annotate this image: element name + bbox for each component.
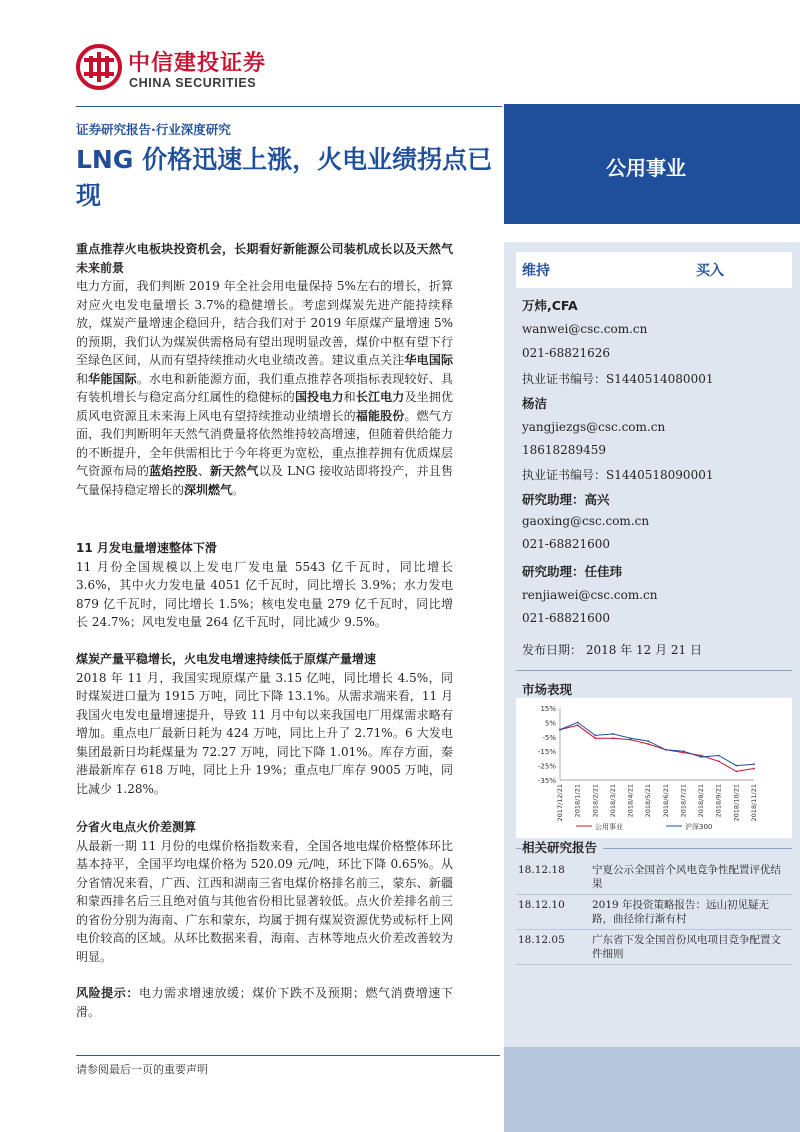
report-title: LNG 价格迅速上涨，火电业绩拐点已现: [76, 145, 493, 210]
section-heading: 分省火电点火价差测算: [76, 820, 197, 834]
data-point: [612, 733, 614, 735]
x-tick-label: 2018/8/21: [697, 784, 706, 818]
x-tick-label: 2018/4/21: [626, 784, 635, 818]
related-row[interactable]: [516, 860, 792, 895]
assistant-phone: 021-68821600: [522, 611, 611, 625]
stock-highlight: 蓝焰控股: [149, 464, 198, 478]
data-point: [577, 724, 579, 726]
assistant-email[interactable]: gaoxing@csc.com.cn: [522, 514, 650, 528]
report-type: 证券研究报告·行业深度研究: [76, 122, 231, 137]
data-point: [630, 737, 632, 739]
data-point: [700, 756, 702, 758]
related-research-label: 相关研究报告: [522, 838, 603, 856]
assistant-name: 研究助理：任佳玮: [522, 564, 623, 579]
x-tick-label: 2018/11/21: [750, 784, 758, 822]
section-text: 11 月份全国规模以上发电厂发电量 5543 亿千瓦时，同比增长 3.6%，其中火力发电量 4051 亿千瓦时，同比增长 3.9%；水力发电 879 亿千瓦时，同比增长 1.5%；核电发电量 279 亿千瓦时，同比增长 24.7%；风电发电量 264 亿千瓦时，同比减少 9.5%。: [76, 559, 453, 629]
related-title[interactable]: 广东省下发全国首份风电项目竞争配置文件细则: [592, 934, 781, 960]
risk-text: 电力需求增速放缓；煤价下跌不及预期；燃气消费增速下滑。: [76, 986, 453, 1019]
series-line: [560, 725, 754, 771]
summary-section: [76, 240, 453, 499]
analyst-name: 万炜,CFA: [522, 298, 578, 313]
analyst-email[interactable]: wanwei@csc.com.cn: [522, 322, 648, 336]
section-text: 2018 年 11 月，我国实现原煤产量 3.15 亿吨，同比增长 4.5%，同时煤炭进口量为 1915 万吨，同比下降 13.1%。从需求端来看，11 月我国火电发电量增速提升，导致 11 月中旬以来我国电厂用煤需求略有增加。重点电厂最新日耗为 424 万吨，同比上升了 2.71%。6 大发电集团最新日均耗煤量为 72.27 万吨，同比下降 1.01%。库存方面，秦港最新库存 618 万吨，同比上升 19%；重点电厂库存 9005 万吨，同比减少 1.28%。: [76, 670, 453, 796]
risk-label: 风险提示：: [76, 986, 139, 1000]
x-tick-label: 2018/10/21: [732, 784, 741, 822]
analyst-email[interactable]: yangjiezgs@csc.com.cn: [522, 420, 666, 434]
sidebar-divider: [516, 670, 792, 671]
rating-box: [516, 252, 792, 288]
x-tick-label: 2018/5/21: [644, 784, 653, 818]
data-point: [594, 737, 596, 739]
brand-name-en: CHINA SECURITIES: [129, 76, 257, 90]
rating-label: 维持: [522, 263, 550, 279]
spread-section: [76, 818, 453, 966]
related-row[interactable]: [516, 930, 792, 965]
y-tick-label: 5%: [544, 719, 556, 728]
data-point: [665, 749, 667, 751]
y-tick-label: -25%: [537, 762, 556, 771]
related-date: 18.12.18: [518, 864, 565, 876]
data-point: [647, 740, 649, 742]
x-tick-label: 2018/2/21: [591, 784, 600, 818]
rating-value: 买入: [696, 263, 724, 279]
section-heading: 煤炭产量平稳增长，火电发电增速持续低于原煤产量增速: [76, 652, 377, 666]
sidebar-footer-band: [504, 1047, 800, 1132]
y-tick-label: -5%: [542, 733, 556, 742]
data-point: [577, 722, 579, 724]
analyst-cert: 执业证书编号：S1440514080001: [522, 372, 714, 386]
assistant-phone: 021-68821600: [522, 537, 611, 551]
data-point: [612, 737, 614, 739]
series-line: [560, 722, 754, 765]
legend-label: 沪深300: [685, 823, 713, 831]
stock-highlight: 深圳燃气: [184, 482, 233, 497]
data-point: [735, 770, 737, 772]
analyst-name: 杨洁: [522, 396, 548, 411]
risk-section: [76, 984, 453, 1021]
assistant-email[interactable]: renjiawei@csc.com.cn: [522, 588, 658, 602]
x-tick-label: 2017/12/21: [556, 784, 564, 822]
stock-highlight: 长江电力: [355, 390, 405, 404]
x-tick-label: 2018/3/21: [608, 784, 617, 818]
related-title[interactable]: 2019 年投资策略报告：远山初见疑无路，曲径徐行渐有村: [592, 899, 770, 925]
publish-date: 发布日期： 2018 年 12 月 21 日: [522, 643, 702, 657]
y-tick-label: 15%: [540, 705, 556, 713]
coal-section: [76, 650, 453, 798]
data-point: [559, 729, 561, 731]
section-text: 从最新一期 11 月份的电煤价格指数来看，全国各地电煤价格整体环比基本持平，全国平均电煤价格为 520.09 元/吨，环比下降 0.65%。从分省情况来看，广西、江西和湖南三省电煤价格排名前三，蒙东、新疆和蒙西排名后三且绝对值与其他省份相比显著较低。点火价差排名前三的省份分别为海南、广东和蒙东，均属于拥有煤炭资源优势或标杆上网电价较高的区域。从环比数据来看，海南、吉林等地点火价差改善较为明显。: [76, 838, 453, 964]
stock-highlight: 国投电力: [294, 390, 344, 404]
data-point: [735, 765, 737, 767]
related-title[interactable]: 宁夏公示全国首个风电竞争性配置评优结果: [592, 864, 781, 890]
data-point: [683, 750, 685, 752]
summary-headline: 重点推荐火电板块投资机会，长期看好新能源公司装机成长以及天然气未来前景: [76, 242, 453, 275]
analyst-phone: 18618289459: [522, 443, 606, 457]
related-date: 18.12.10: [518, 899, 565, 911]
x-tick-label: 2018/6/21: [661, 784, 670, 818]
legend-label: 公用事业: [595, 823, 623, 831]
data-point: [647, 743, 649, 745]
related-date: 18.12.05: [518, 934, 565, 946]
sector-label: 公用事业: [606, 156, 686, 180]
analyst-cert: 执业证书编号：S1440518090001: [522, 468, 714, 482]
stock-highlight: 华能国际: [88, 371, 137, 386]
brand-name-cn: 中信建投证券: [128, 51, 267, 76]
generation-section: [76, 539, 453, 632]
data-point: [753, 768, 755, 770]
summary-paragraph: 电力方面，我们判断 2019 年全社会用电量保持 5%左右的增长，折算对应火电发电量增长 3.7%的稳健增长。考虑到煤炭先进产能持续释放，煤炭产量增速企稳回升，结合我们对于 2019 年原煤产量增速 5%的预期，我们认为煤炭供需格局有望出现明显改善，煤价中枢有望下行至绿色区间，从而有望持续推动火电业绩改善。建议重点关注华电国际和华能国际。水电和新能源方面，我们重点推荐各项指标表现较好、具有装机增长与稳定高分红属性的稳健标的国投电力和长江电力及坐拥优质风电资源且未来海上风电有望持续推动业绩增长的福能股份。燃气方面，我们判断明年天然气消费量将依然维持较高增速，但随着供给能力的不断提升，全年供需相比于今年将更为宽松，重点推荐拥有优质煤层气资源布局的蓝焰控股、新天然气以及 LNG 接收站即将投产，并且售气量保持稳定增长的深圳燃气。: [76, 279, 453, 497]
section-heading: 11 月发电量增速整体下滑: [76, 541, 217, 555]
analyst-phone: 021-68821626: [522, 346, 611, 360]
stock-highlight: 华电国际: [404, 353, 453, 367]
data-point: [594, 734, 596, 736]
x-tick-label: 2018/9/21: [714, 784, 723, 818]
footer-divider: [76, 1055, 500, 1056]
assistant-name: 研究助理：高兴: [522, 492, 610, 507]
china-securities-logo-icon: [76, 44, 122, 90]
market-performance-chart: [516, 698, 792, 838]
related-row[interactable]: [516, 895, 792, 930]
x-tick-label: 2018/1/21: [573, 784, 582, 818]
data-point: [718, 760, 720, 762]
stock-highlight: 福能股份: [355, 408, 405, 423]
y-tick-label: -35%: [537, 777, 556, 785]
x-tick-label: 2018/7/21: [679, 784, 688, 818]
data-point: [753, 763, 755, 765]
data-point: [718, 755, 720, 757]
header-divider: [76, 106, 502, 107]
footer-disclaimer[interactable]: 请参阅最后一页的重要声明: [76, 1063, 208, 1076]
y-tick-label: -15%: [537, 748, 556, 757]
related-research-table: [516, 860, 792, 965]
market-performance-label: 市场表现: [522, 682, 573, 697]
stock-highlight: 新天然气: [210, 464, 259, 478]
